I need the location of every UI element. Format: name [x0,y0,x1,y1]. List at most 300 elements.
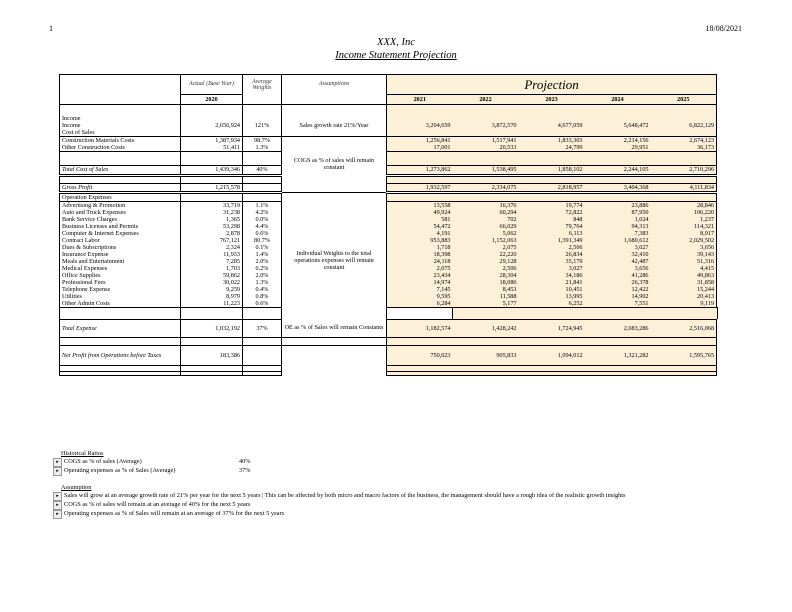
actual-value [181,115,243,122]
row-label: Advertising & Promotion [60,201,181,209]
weight-value: 0.6% [243,300,282,308]
projection-value [519,371,585,375]
projection-value: 51,316 [651,258,717,265]
assumption-cell: OE as % of Sales will remain Constants [282,319,387,337]
projection-value: 15,244 [651,286,717,293]
row-label: Total Cost of Sales [60,165,181,175]
projection-value: 1,932,597 [387,183,453,192]
projection-value: 3,404,368 [585,183,651,192]
assumption-row [53,501,753,510]
weight-value: 121% [243,122,282,129]
projection-value: 3,872,570 [453,122,519,129]
opex-row [60,223,718,230]
weight-value: 1.1% [243,201,282,209]
row-label [60,151,181,165]
projection-value: 23,434 [387,272,453,279]
projection-value: 1,517,941 [453,136,519,144]
actual-value [181,337,243,345]
opex-row [60,216,718,223]
projection-value: 1,718 [387,244,453,251]
row-label: Meals and Entertainment [60,258,181,265]
weight-value [243,183,282,192]
actual-value: 59,862 [181,272,243,279]
projection-value [585,129,651,137]
projection-value: 23,886 [585,201,651,209]
report-date: 18/08/2021 [705,24,742,33]
row-label: Operation Expenses [60,192,181,201]
projection-value: 41,286 [585,272,651,279]
projection-value: 87,950 [585,209,651,216]
projection-value: 114,321 [651,223,717,230]
expand-arrow-icon[interactable]: ▸ [53,501,62,510]
projection-value [651,307,717,319]
projection-value: 7,383 [585,230,651,237]
year-header: 2025 [651,95,717,105]
assumption-cell [282,129,387,137]
projection-value: 26,834 [519,251,585,258]
income-row [60,122,718,129]
opex-row [60,237,718,244]
projection-value: 2,506 [453,265,519,272]
opex-row [60,209,718,216]
ratio-value: 40% [239,458,251,465]
row-label: Auto and Truck Expenses [60,209,181,216]
projection-value [519,337,585,345]
projection-value: 2,214,156 [585,136,651,144]
projection-value: 42,487 [585,258,651,265]
projection-value: 13,995 [519,293,585,300]
projection-value [651,337,717,345]
company-name: XXX, Inc [377,37,415,48]
projection-value: 1,595,765 [651,345,717,365]
projection-value: 3,027 [519,265,585,272]
projection-value [453,192,519,201]
actual-value: 2,656,924 [181,122,243,129]
projection-value: 60,294 [453,209,519,216]
projection-value: 34,186 [519,272,585,279]
projection-value: 3,656 [651,244,717,251]
year-header: 2021 [387,95,453,105]
projection-value: 20,413 [651,293,717,300]
projection-value: 2,244,105 [585,165,651,175]
projection-value: 3,204,659 [387,122,453,129]
actual-value [181,371,243,375]
projection-value: 581 [387,216,453,223]
weight-value [243,129,282,137]
header-row-1 [60,75,718,95]
projection-value: 1,680,612 [585,237,651,244]
notes-section [53,450,753,519]
spacer-row [60,151,718,165]
assumptions-label: Assumptions [282,75,387,95]
projection-value [519,175,585,183]
assumption-text: Operating expenses as % of Sales will remain at an average of 37% for the next 5 years [64,510,285,517]
income-heading-row [60,115,718,122]
actual-value: 7,285 [181,258,243,265]
projection-value [387,371,453,375]
projection-value: 4,415 [651,265,717,272]
projection-value: 7,551 [585,300,651,308]
projection-value: 2,710,296 [651,165,717,175]
projection-value: 1,724,945 [519,319,585,337]
projection-value: 848 [519,216,585,223]
weight-value: 2.0% [243,272,282,279]
projection-value: 2,674,123 [651,136,717,144]
year-header: 2024 [585,95,651,105]
weight-value [243,371,282,375]
weight-value: 98.7% [243,136,282,144]
opex-row [60,244,718,251]
projection-value: 1,833,303 [519,136,585,144]
projection-value: 3,656 [585,265,651,272]
page-number: 1 [49,24,53,33]
projection-value: 79,764 [519,223,585,230]
projection-title: Projection [387,75,717,95]
assumption-cell: Sales growth rate 21%/Year [282,122,387,129]
avg-weights-label: Average Weights [243,75,282,95]
weight-value: 1.4% [243,251,282,258]
spacer-row [60,307,718,319]
assumption-cell: Individual Weights to the total operations expenses will remain constant [282,201,387,319]
row-label: Income [60,115,181,122]
weight-value [243,192,282,201]
projection-value [651,115,717,122]
projection-value: 19,774 [519,201,585,209]
row-label [60,337,181,345]
projection-value: 31,858 [651,279,717,286]
row-label: Dues & Subscriptions [60,244,181,251]
projection-value: 8,453 [453,286,519,293]
actual-value: 9,259 [181,286,243,293]
actual-value: 30,022 [181,279,243,286]
projection-value: 2,029,502 [651,237,717,244]
opex-row [60,251,718,258]
projection-value: 6,284 [387,300,453,308]
projection-value [519,151,585,165]
actual-value: 1,365 [181,216,243,223]
row-label [60,175,181,183]
actual-value: 2,878 [181,230,243,237]
projection-value [717,307,718,319]
actual-value: 1,439,346 [181,165,243,175]
weight-value [243,337,282,345]
projection-value: 21,841 [519,279,585,286]
projection-value: 7,145 [387,286,453,293]
projection-value: 2,083,286 [585,319,651,337]
assumption-cell [282,371,387,375]
projection-value [519,115,585,122]
projection-value: 953,883 [387,237,453,244]
assumption-cell: COGS as % of sales will remain constant [282,136,387,192]
weight-value: 4.2% [243,209,282,216]
actual-value: 1,387,934 [181,136,243,144]
weight-value: 0.6% [243,230,282,237]
projection-value [453,175,519,183]
assumption-row [53,510,753,519]
opex-row [60,201,718,209]
actual-value: 767,121 [181,237,243,244]
projection-value: 4,677,059 [519,122,585,129]
projection-value [453,337,519,345]
projection-value: 11,588 [453,293,519,300]
projection-value: 1,024 [585,216,651,223]
projection-value: 1,538,495 [453,165,519,175]
opex-row [60,272,718,279]
assumption-cell [282,192,387,201]
weight-value: 4.4% [243,223,282,230]
weight-value: 37% [243,319,282,337]
weight-value: 0.8% [243,293,282,300]
base-year: 2020 [181,95,243,105]
projection-value: 106,220 [651,209,717,216]
projection-value [453,371,519,375]
cos-row [60,144,718,152]
actual-value: 11,933 [181,251,243,258]
spacer-row [60,105,718,115]
projection-value [585,371,651,375]
row-label: Net Profit from Operations before Taxes [60,345,181,365]
opex-row [60,286,718,293]
projection-value: 16,376 [453,201,519,209]
cos-heading-row [60,129,718,137]
projection-value [585,307,651,319]
projection-value [585,115,651,122]
actual-value [181,307,243,319]
assumption-row [53,492,753,501]
projection-value [453,129,519,137]
assumption-heading: Assumption [61,484,92,491]
projection-value: 54,472 [387,223,453,230]
actual-value: 183,386 [181,345,243,365]
projection-value [387,151,453,165]
projection-value: 4,191 [387,230,453,237]
spacer-row [60,371,718,375]
projection-value: 1,152,063 [453,237,519,244]
projection-value: 26,378 [585,279,651,286]
expand-arrow-icon[interactable]: ▸ [53,492,62,501]
opex-row [60,265,718,272]
weight-value [243,345,282,365]
projection-value [453,151,519,165]
projection-value: 18,398 [387,251,453,258]
actual-value: 11,223 [181,300,243,308]
projection-value: 750,023 [387,345,453,365]
projection-value [519,307,585,319]
row-label: Medical Expenses [60,265,181,272]
projection-value [387,337,453,345]
expand-arrow-icon[interactable]: ▸ [53,510,62,519]
projection-value: 28,304 [453,272,519,279]
weight-value: 0.0% [243,216,282,223]
cos-row [60,136,718,144]
projection-value: 49,863 [651,272,717,279]
assumption-text: COGS as % of sales will remain at an average of 40% for the next 5 years [64,501,251,508]
projection-value: 49,924 [387,209,453,216]
projection-value [387,192,453,201]
assumption-text: Sales will grow at an average growth rate of 21% per year for the next 5 years | This can be affected by both micro and macro factors of the business, the management should have a rough idea of the realistic growth insights [64,492,626,499]
total-expense-row [60,319,718,337]
actual-value [181,151,243,165]
projection-value: 8,917 [651,230,717,237]
projection-value: 1,182,574 [387,319,453,337]
spacer-row [60,175,718,183]
projection-value [651,192,717,201]
actual-value: 31,238 [181,209,243,216]
opex-row [60,293,718,300]
actual-value: 1,032,192 [181,319,243,337]
projection-value [387,175,453,183]
projection-value [585,175,651,183]
weight-value: 1.3% [243,144,282,152]
projection-value: 905,833 [453,345,519,365]
row-label: Cost of Sales [60,129,181,137]
row-label [60,307,181,319]
row-label [60,371,181,375]
projection-value [453,307,519,319]
projection-value [519,192,585,201]
row-label: Business Licenses and Permits [60,223,181,230]
projection-value: 32,410 [585,251,651,258]
ratio-label: Operating expenses as % of Sales (Average) [64,467,176,474]
projection-value: 2,075 [387,265,453,272]
projection-value: 66,029 [453,223,519,230]
expand-arrow-icon[interactable]: ▸ [53,467,62,476]
row-label: Income [60,122,181,129]
projection-value [585,337,651,345]
gross-profit-row [60,183,718,192]
projection-value: 5,177 [453,300,519,308]
projection-value: 6,252 [519,300,585,308]
projection-value: 17,001 [387,144,453,152]
projection-value: 1,273,862 [387,165,453,175]
historical-ratio-row [53,467,753,476]
weight-value: 0.1% [243,244,282,251]
projection-value: 20,533 [453,144,519,152]
projection-value [651,175,717,183]
actual-value [181,129,243,137]
projection-value: 5,062 [453,230,519,237]
row-label: Telephone Expense [60,286,181,293]
projection-value: 72,822 [519,209,585,216]
projection-value: 35,179 [519,258,585,265]
projection-value [585,192,651,201]
row-label: Insurance Expense [60,251,181,258]
projection-value: 5,648,472 [585,122,651,129]
historical-heading: Historical Ratios [61,450,104,457]
row-label: Utilities [60,293,181,300]
projection-value: 2,334,075 [453,183,519,192]
assumption-cell [282,345,387,365]
projection-value: 1,428,242 [453,319,519,337]
projection-value: 29,951 [585,144,651,152]
weight-value [243,175,282,183]
projection-value: 10,451 [519,286,585,293]
assumption-cell [282,337,387,345]
income-statement-table [59,74,718,376]
year-header: 2023 [519,95,585,105]
row-label: Professional Fees [60,279,181,286]
projection-value: 39,143 [651,251,717,258]
row-label: Office Supplies [60,272,181,279]
expand-arrow-icon[interactable]: ▸ [53,458,62,467]
weight-value: 2.0% [243,258,282,265]
assumption-cell [282,115,387,122]
opex-row [60,258,718,265]
weight-value: 40% [243,165,282,175]
row-label: Computer & Internet Expenses [60,230,181,237]
projection-value: 1,094,012 [519,345,585,365]
ratio-value: 37% [239,467,251,474]
opex-heading-row [60,192,718,201]
projection-value: 28,846 [651,201,717,209]
actual-value: 1,215,578 [181,183,243,192]
projection-value: 702 [453,216,519,223]
row-label: Gross Profit [60,183,181,192]
weight-value: 0.2% [243,265,282,272]
historical-ratio-row [53,458,753,467]
projection-value [585,151,651,165]
actual-value [181,175,243,183]
row-label: Other Construction Costs [60,144,181,152]
projection-value: 6,113 [519,230,585,237]
projection-value: 1,858,102 [519,165,585,175]
projection-value: 12,422 [585,286,651,293]
weight-value: 80.7% [243,237,282,244]
actual-value [181,192,243,201]
projection-value: 1,237 [651,216,717,223]
projection-value: 4,111,834 [651,183,717,192]
projection-value: 2,818,957 [519,183,585,192]
actual-value: 1,703 [181,265,243,272]
projection-value: 24,799 [519,144,585,152]
projection-value: 14,974 [387,279,453,286]
projection-value: 1,256,841 [387,136,453,144]
actual-value: 53,298 [181,223,243,230]
projection-value: 2,075 [453,244,519,251]
projection-value: 94,313 [585,223,651,230]
row-label: Total Expense [60,319,181,337]
total-cos-row [60,165,718,175]
weight-value [243,115,282,122]
weight-value [243,151,282,165]
row-label: Bank Service Charges [60,216,181,223]
projection-value: 22,220 [453,251,519,258]
projection-value: 9,595 [387,293,453,300]
weight-value [243,307,282,319]
projection-value [387,115,453,122]
projection-value: 1,391,349 [519,237,585,244]
weight-value: 0.4% [243,286,282,293]
row-label: Contract Labor [60,237,181,244]
projection-value: 2,516,068 [651,319,717,337]
report-title: Income Statement Projection [335,50,457,61]
ratio-label: COGS as % of sales (Average) [64,458,142,465]
opex-row [60,230,718,237]
projection-value: 18,086 [453,279,519,286]
actual-label: Actual (Base Year) [181,75,243,95]
actual-value: 51,411 [181,144,243,152]
actual-value: 33,719 [181,201,243,209]
spacer-row [60,337,718,345]
projection-value: 13,558 [387,201,453,209]
net-profit-row [60,345,718,365]
year-header: 2022 [453,95,519,105]
projection-value [387,129,453,137]
projection-value [519,129,585,137]
projection-value: 2,506 [519,244,585,251]
assumption-cell [387,307,453,319]
projection-value: 24,118 [387,258,453,265]
